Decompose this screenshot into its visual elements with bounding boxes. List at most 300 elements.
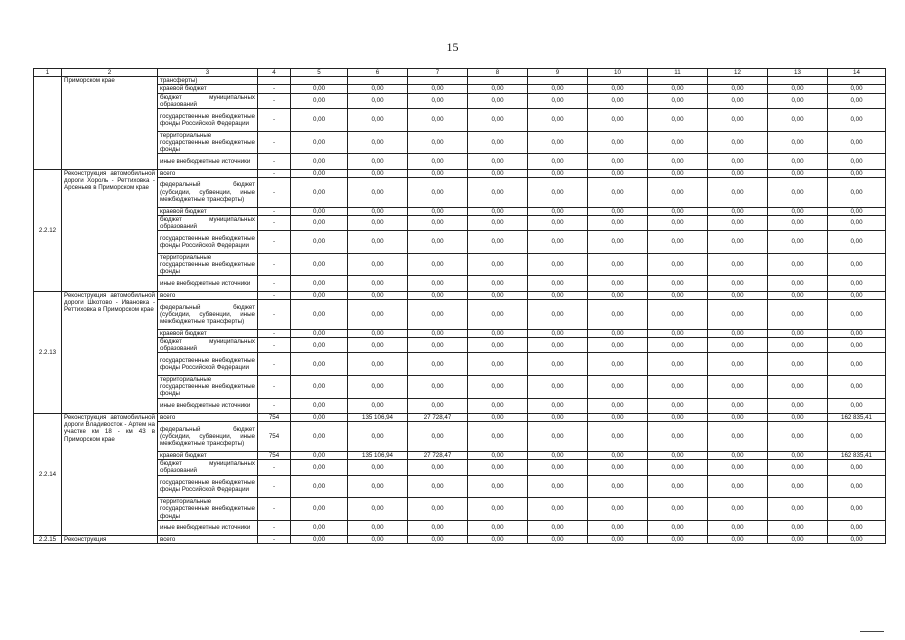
value-cell: 0,00 [528, 215, 588, 230]
value-cell: 0,00 [648, 422, 708, 452]
value-cell: 0,00 [468, 109, 528, 132]
value-cell: 0,00 [348, 536, 408, 544]
value-cell: 0,00 [588, 276, 648, 291]
value-cell: 0,00 [348, 376, 408, 399]
value-cell: 0,00 [408, 398, 468, 413]
value-cell: 0,00 [708, 300, 768, 330]
value-cell: 0,00 [408, 338, 468, 353]
value-cell: 0,00 [588, 109, 648, 132]
value-cell: 0,00 [468, 177, 528, 207]
value-cell: 0,00 [291, 398, 348, 413]
value-cell: 0,00 [708, 452, 768, 460]
value-cell: 0,00 [468, 475, 528, 498]
value-cell: 0,00 [648, 475, 708, 498]
table-row [34, 109, 886, 132]
value-cell: 0,00 [588, 215, 648, 230]
funding-source: всего [158, 291, 258, 299]
value-cell: 0,00 [648, 93, 708, 108]
funding-source: территориальные государственные внебюджетные фонды [158, 498, 258, 521]
value-cell: 0,00 [708, 131, 768, 154]
value-cell: 0,00 [291, 85, 348, 93]
value-cell: 0,00 [828, 300, 886, 330]
value-cell: 0,00 [828, 422, 886, 452]
value-cell: 0,00 [528, 300, 588, 330]
gr-code-cell: 754 [258, 452, 291, 460]
funding-source: государственные внебюджетные фонды Российской Федерации [158, 475, 258, 498]
value-cell: 0,00 [528, 329, 588, 337]
value-cell: 0,00 [408, 460, 468, 475]
value-cell: 0,00 [828, 207, 886, 215]
value-cell: 0,00 [408, 85, 468, 93]
page-number: 15 [446, 40, 459, 54]
value-cell: 0,00 [348, 253, 408, 276]
value-cell: 0,00 [408, 207, 468, 215]
value-cell: 0,00 [468, 154, 528, 169]
value-cell: 0,00 [708, 85, 768, 93]
value-cell: 0,00 [291, 475, 348, 498]
value-cell: 0,00 [468, 536, 528, 544]
value-cell: 0,00 [528, 452, 588, 460]
value-cell: 0,00 [588, 177, 648, 207]
value-cell: 0,00 [291, 291, 348, 299]
column-number: 13 [768, 69, 828, 77]
value-cell: 0,00 [588, 353, 648, 376]
value-cell: 0,00 [708, 422, 768, 452]
value-cell: 0,00 [588, 460, 648, 475]
funding-source: бюджет муниципальных образований [158, 460, 258, 475]
value-cell: 0,00 [291, 276, 348, 291]
value-cell: 0,00 [408, 475, 468, 498]
value-cell: 0,00 [648, 376, 708, 399]
value-cell [708, 77, 768, 85]
funding-source: всего [158, 536, 258, 544]
table-row [34, 475, 886, 498]
value-cell: 0,00 [468, 300, 528, 330]
gr-code-cell: - [258, 460, 291, 475]
value-cell: 0,00 [408, 422, 468, 452]
table-row [34, 93, 886, 108]
value-cell: 0,00 [828, 536, 886, 544]
value-cell: 0,00 [768, 338, 828, 353]
value-cell: 0,00 [768, 169, 828, 177]
value-cell: 0,00 [588, 291, 648, 299]
column-number: 6 [348, 69, 408, 77]
value-cell: 0,00 [708, 376, 768, 399]
value-cell: 0,00 [708, 276, 768, 291]
value-cell: 0,00 [828, 85, 886, 93]
gr-code-cell: - [258, 177, 291, 207]
gr-code-cell: - [258, 169, 291, 177]
value-cell: 0,00 [291, 536, 348, 544]
value-cell: 0,00 [468, 498, 528, 521]
value-cell: 0,00 [348, 520, 408, 535]
value-cell: 0,00 [708, 520, 768, 535]
value-cell: 0,00 [708, 231, 768, 254]
value-cell: 0,00 [768, 131, 828, 154]
value-cell: 0,00 [291, 169, 348, 177]
table-row [34, 452, 886, 460]
value-cell [291, 77, 348, 85]
funding-source: краевой бюджет [158, 329, 258, 337]
column-number: 3 [158, 69, 258, 77]
value-cell: 0,00 [648, 398, 708, 413]
value-cell: 0,00 [768, 452, 828, 460]
value-cell: 0,00 [408, 291, 468, 299]
value-cell: 0,00 [828, 329, 886, 337]
value-cell: 0,00 [528, 85, 588, 93]
budget-table [33, 68, 886, 544]
value-cell: 0,00 [468, 253, 528, 276]
value-cell: 0,00 [528, 475, 588, 498]
funding-source: бюджет муниципальных образований [158, 338, 258, 353]
item-name: Реконструкция автомобильной дороги Хороль - Реттиховка - Арсеньев в Приморском крае [62, 169, 158, 291]
gr-code-cell: 754 [258, 422, 291, 452]
value-cell: 0,00 [768, 536, 828, 544]
funding-source: всего [158, 414, 258, 422]
value-cell: 0,00 [588, 536, 648, 544]
funding-source: государственные внебюджетные фонды Российской Федерации [158, 353, 258, 376]
value-cell: 0,00 [528, 398, 588, 413]
value-cell: 0,00 [768, 253, 828, 276]
value-cell: 0,00 [648, 520, 708, 535]
value-cell: 0,00 [768, 398, 828, 413]
value-cell: 0,00 [708, 169, 768, 177]
value-cell: 0,00 [408, 154, 468, 169]
value-cell: 0,00 [348, 353, 408, 376]
value-cell: 0,00 [291, 231, 348, 254]
value-cell: 0,00 [468, 452, 528, 460]
value-cell: 0,00 [828, 520, 886, 535]
value-cell: 0,00 [648, 536, 708, 544]
value-cell: 0,00 [768, 207, 828, 215]
value-cell: 0,00 [348, 93, 408, 108]
gr-code-cell: - [258, 291, 291, 299]
gr-code-cell: - [258, 376, 291, 399]
value-cell: 0,00 [648, 253, 708, 276]
gr-code-cell: - [258, 498, 291, 521]
value-cell: 0,00 [708, 215, 768, 230]
value-cell: 0,00 [708, 207, 768, 215]
value-cell: 0,00 [768, 154, 828, 169]
value-cell: 0,00 [291, 177, 348, 207]
value-cell: 0,00 [291, 215, 348, 230]
value-cell: 0,00 [648, 276, 708, 291]
gr-code-cell: - [258, 93, 291, 108]
item-code: 2.2.15 [34, 536, 62, 544]
value-cell: 0,00 [468, 169, 528, 177]
value-cell: 0,00 [708, 398, 768, 413]
value-cell: 0,00 [291, 300, 348, 330]
value-cell: 0,00 [588, 398, 648, 413]
funding-source: краевой бюджет [158, 85, 258, 93]
value-cell: 27 728,47 [408, 414, 468, 422]
value-cell: 0,00 [648, 131, 708, 154]
gr-code-cell: - [258, 154, 291, 169]
column-number: 9 [528, 69, 588, 77]
funding-source: всего [158, 169, 258, 177]
table-row [34, 398, 886, 413]
column-number: 8 [468, 69, 528, 77]
value-cell: 0,00 [648, 169, 708, 177]
value-cell: 0,00 [528, 291, 588, 299]
value-cell: 0,00 [348, 131, 408, 154]
value-cell: 0,00 [768, 422, 828, 452]
value-cell: 0,00 [648, 207, 708, 215]
funding-source: государственные внебюджетные фонды Российской Федерации [158, 231, 258, 254]
value-cell: 135 106,94 [348, 452, 408, 460]
table-row [34, 85, 886, 93]
table-row [34, 77, 886, 85]
value-cell: 0,00 [348, 109, 408, 132]
gr-code-cell: - [258, 398, 291, 413]
table-row [34, 414, 886, 422]
value-cell: 0,00 [408, 329, 468, 337]
value-cell: 0,00 [588, 231, 648, 254]
value-cell: 0,00 [348, 85, 408, 93]
value-cell: 0,00 [528, 338, 588, 353]
table-row [34, 253, 886, 276]
value-cell: 0,00 [708, 329, 768, 337]
item-name: Приморском крае [62, 77, 158, 169]
item-code: 2.2.12 [34, 169, 62, 291]
value-cell: 0,00 [348, 231, 408, 254]
value-cell: 0,00 [291, 93, 348, 108]
value-cell: 0,00 [528, 353, 588, 376]
gr-code-cell: - [258, 536, 291, 544]
value-cell: 0,00 [528, 376, 588, 399]
value-cell [468, 77, 528, 85]
value-cell: 0,00 [291, 520, 348, 535]
funding-source: федеральный бюджет (субсидии, субвенции, иные межбюджетные трансферты) [158, 177, 258, 207]
value-cell: 0,00 [588, 131, 648, 154]
value-cell: 0,00 [468, 207, 528, 215]
item-code [34, 77, 62, 169]
value-cell: 0,00 [528, 169, 588, 177]
value-cell: 0,00 [768, 414, 828, 422]
value-cell: 0,00 [348, 276, 408, 291]
value-cell: 27 728,47 [408, 452, 468, 460]
value-cell: 0,00 [291, 422, 348, 452]
value-cell: 0,00 [348, 207, 408, 215]
value-cell: 0,00 [768, 329, 828, 337]
value-cell: 0,00 [291, 154, 348, 169]
gr-code-cell: - [258, 85, 291, 93]
item-name: Реконструкция [62, 536, 158, 544]
funding-source: иные внебюджетные источники [158, 276, 258, 291]
value-cell: 0,00 [528, 207, 588, 215]
value-cell: 0,00 [708, 93, 768, 108]
value-cell: 0,00 [588, 338, 648, 353]
value-cell: 0,00 [828, 169, 886, 177]
table-row [34, 215, 886, 230]
value-cell [408, 77, 468, 85]
funding-source: бюджет муниципальных образований [158, 215, 258, 230]
value-cell: 0,00 [528, 520, 588, 535]
value-cell: 0,00 [828, 338, 886, 353]
value-cell: 0,00 [588, 422, 648, 452]
value-cell: 0,00 [528, 154, 588, 169]
value-cell: 0,00 [768, 353, 828, 376]
value-cell: 0,00 [348, 498, 408, 521]
table-row [34, 207, 886, 215]
value-cell [768, 77, 828, 85]
value-cell: 0,00 [348, 338, 408, 353]
column-number: 12 [708, 69, 768, 77]
table-row [34, 154, 886, 169]
value-cell: 0,00 [528, 276, 588, 291]
value-cell: 0,00 [408, 131, 468, 154]
value-cell: 0,00 [768, 177, 828, 207]
table-row [34, 460, 886, 475]
value-cell: 0,00 [768, 215, 828, 230]
funding-source: иные внебюджетные источники [158, 154, 258, 169]
value-cell: 0,00 [348, 215, 408, 230]
value-cell: 0,00 [348, 169, 408, 177]
value-cell [588, 77, 648, 85]
value-cell: 0,00 [408, 93, 468, 108]
value-cell: 0,00 [828, 276, 886, 291]
value-cell: 0,00 [708, 460, 768, 475]
value-cell: 0,00 [708, 109, 768, 132]
value-cell: 0,00 [588, 329, 648, 337]
value-cell: 0,00 [708, 154, 768, 169]
value-cell: 0,00 [528, 131, 588, 154]
value-cell: 0,00 [528, 231, 588, 254]
value-cell: 0,00 [291, 498, 348, 521]
value-cell: 0,00 [768, 291, 828, 299]
value-cell: 0,00 [648, 109, 708, 132]
value-cell: 0,00 [708, 498, 768, 521]
value-cell: 0,00 [408, 276, 468, 291]
value-cell: 0,00 [348, 422, 408, 452]
value-cell: 0,00 [828, 109, 886, 132]
value-cell: 0,00 [768, 85, 828, 93]
value-cell: 0,00 [648, 85, 708, 93]
value-cell: 0,00 [588, 414, 648, 422]
table-row [34, 422, 886, 452]
value-cell: 0,00 [648, 329, 708, 337]
value-cell: 0,00 [828, 376, 886, 399]
value-cell: 0,00 [588, 154, 648, 169]
value-cell: 0,00 [348, 398, 408, 413]
value-cell [528, 77, 588, 85]
value-cell: 0,00 [291, 131, 348, 154]
value-cell: 0,00 [408, 300, 468, 330]
value-cell: 0,00 [588, 85, 648, 93]
value-cell: 0,00 [408, 231, 468, 254]
value-cell: 0,00 [468, 276, 528, 291]
value-cell: 0,00 [588, 93, 648, 108]
value-cell: 0,00 [648, 231, 708, 254]
value-cell: 0,00 [768, 460, 828, 475]
value-cell: 0,00 [768, 498, 828, 521]
value-cell: 0,00 [588, 520, 648, 535]
table-row [34, 376, 886, 399]
value-cell: 0,00 [468, 131, 528, 154]
value-cell: 0,00 [648, 291, 708, 299]
value-cell: 0,00 [768, 475, 828, 498]
value-cell: 0,00 [528, 177, 588, 207]
value-cell: 0,00 [291, 452, 348, 460]
value-cell: 0,00 [828, 231, 886, 254]
value-cell: 0,00 [291, 109, 348, 132]
value-cell: 0,00 [708, 291, 768, 299]
value-cell: 0,00 [588, 253, 648, 276]
funding-source: иные внебюджетные источники [158, 520, 258, 535]
table-row [34, 353, 886, 376]
table-row [34, 131, 886, 154]
value-cell: 0,00 [648, 338, 708, 353]
value-cell: 0,00 [648, 498, 708, 521]
value-cell: 0,00 [768, 93, 828, 108]
funding-source: бюджет муниципальных образований [158, 93, 258, 108]
gr-code-cell: - [258, 231, 291, 254]
value-cell: 0,00 [291, 207, 348, 215]
value-cell: 0,00 [348, 154, 408, 169]
value-cell: 0,00 [588, 475, 648, 498]
column-number: 2 [62, 69, 158, 77]
value-cell: 0,00 [648, 460, 708, 475]
value-cell: 0,00 [408, 498, 468, 521]
value-cell: 135 106,94 [348, 414, 408, 422]
gr-code-cell: - [258, 329, 291, 337]
value-cell: 0,00 [828, 291, 886, 299]
funding-source: краевой бюджет [158, 207, 258, 215]
gr-code-cell: - [258, 520, 291, 535]
value-cell: 0,00 [291, 376, 348, 399]
table-row [34, 536, 886, 544]
value-cell: 0,00 [468, 215, 528, 230]
funding-source: трансферты) [158, 77, 258, 85]
value-cell: 0,00 [468, 93, 528, 108]
value-cell: 0,00 [528, 93, 588, 108]
gr-code-cell: - [258, 276, 291, 291]
funding-source: краевой бюджет [158, 452, 258, 460]
value-cell [828, 77, 886, 85]
value-cell: 0,00 [648, 353, 708, 376]
table-row [34, 498, 886, 521]
value-cell: 0,00 [291, 414, 348, 422]
value-cell: 0,00 [828, 460, 886, 475]
table-row [34, 276, 886, 291]
value-cell: 0,00 [348, 329, 408, 337]
value-cell: 0,00 [528, 253, 588, 276]
value-cell: 0,00 [468, 398, 528, 413]
value-cell: 0,00 [828, 498, 886, 521]
value-cell: 0,00 [348, 475, 408, 498]
value-cell: 0,00 [648, 414, 708, 422]
table-row [34, 329, 886, 337]
table-row [34, 291, 886, 299]
gr-code-cell [258, 77, 291, 85]
value-cell: 0,00 [528, 109, 588, 132]
value-cell: 0,00 [528, 498, 588, 521]
gr-code-cell: - [258, 300, 291, 330]
item-code: 2.2.14 [34, 414, 62, 536]
gr-code-cell: - [258, 131, 291, 154]
value-cell: 0,00 [588, 452, 648, 460]
value-cell: 0,00 [468, 460, 528, 475]
column-number: 11 [648, 69, 708, 77]
value-cell: 0,00 [588, 498, 648, 521]
value-cell: 0,00 [648, 154, 708, 169]
value-cell: 0,00 [291, 338, 348, 353]
value-cell: 0,00 [528, 422, 588, 452]
column-number: 4 [258, 69, 291, 77]
gr-code-cell: 754 [258, 414, 291, 422]
value-cell: 0,00 [408, 177, 468, 207]
value-cell: 0,00 [768, 109, 828, 132]
